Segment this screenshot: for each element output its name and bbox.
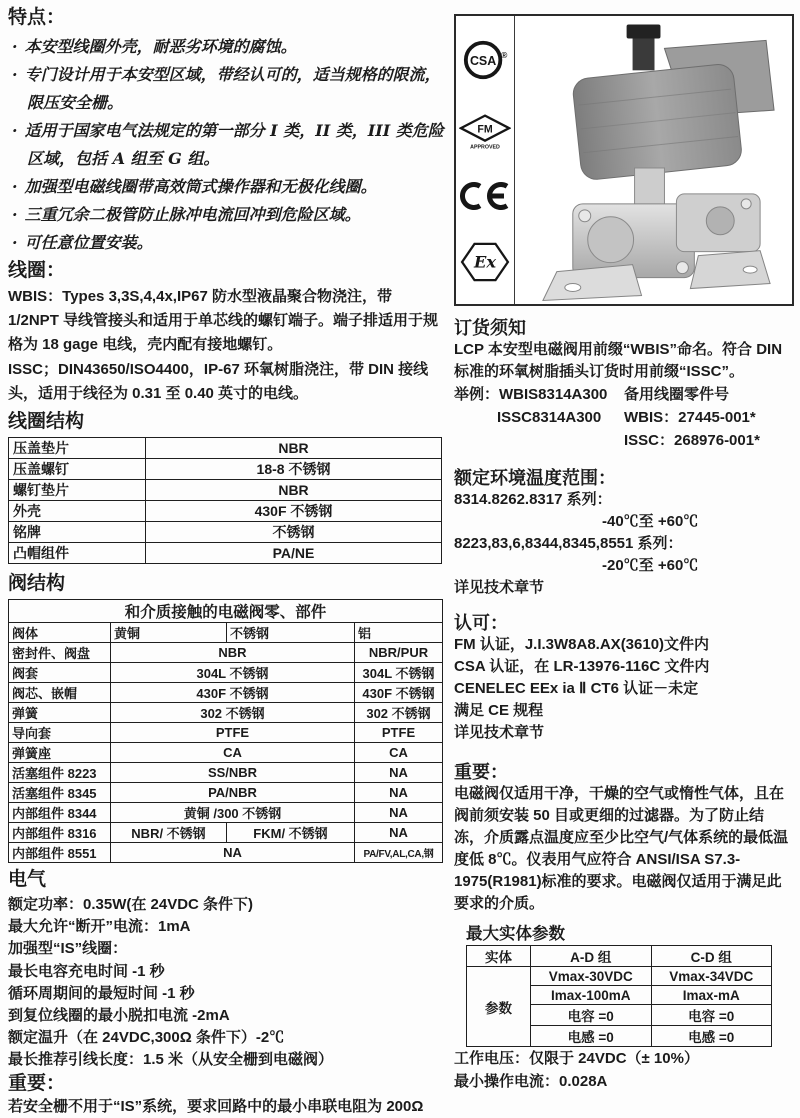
part-name: 螺钉垫片 xyxy=(9,480,146,501)
part-name: 活塞组件 8223 xyxy=(9,763,111,783)
ordering-row xyxy=(454,429,794,452)
coil-structure-title: 线圈结构 xyxy=(8,411,85,432)
table-row xyxy=(9,643,443,663)
part-material: NA xyxy=(355,823,443,843)
electrical-spec-line: 额定功率：0.35W(在 24VDC 条件下) xyxy=(8,896,254,913)
approval-line: FM 认证，J.I.3W8A8.AX(3610)文件内 xyxy=(454,636,710,653)
part-material: PA/FV,AL,CA,钢 xyxy=(355,843,443,863)
column-header: 阀体 xyxy=(9,623,111,643)
table-row xyxy=(9,723,443,743)
table-row xyxy=(9,803,443,823)
temperature-title: 额定环境温度范围： xyxy=(454,468,616,488)
part-material: 304L 不锈钢 xyxy=(355,663,443,683)
part-name: 密封件、阀盘 xyxy=(9,643,111,663)
svg-text:APPROVED: APPROVED xyxy=(470,144,500,151)
operating-note-line: 工作电压：仅限于 24VDC（± 10%） xyxy=(454,1050,699,1067)
temperature-lines xyxy=(454,489,794,599)
table-row xyxy=(9,501,442,522)
feature-item: · 可任意位置安装。 xyxy=(12,229,445,257)
valve-structure-table xyxy=(8,599,443,863)
left-column xyxy=(8,4,445,1118)
coil-description xyxy=(8,285,445,406)
part-material: NBR/ 不锈钢 xyxy=(111,823,227,843)
part-name: 压盖垫片 xyxy=(9,438,146,459)
part-material: 不锈钢 xyxy=(146,522,442,543)
part-material: CA xyxy=(111,743,355,763)
part-name: 压盖螺钉 xyxy=(9,459,146,480)
part-name: 铭牌 xyxy=(9,522,146,543)
approvals-title: 认可： xyxy=(454,613,508,633)
param-value: Imax-mA xyxy=(651,986,772,1005)
features-list xyxy=(8,33,445,257)
spare-coil-part: 备用线圈零件号 xyxy=(624,386,730,403)
ordering-example xyxy=(454,429,624,452)
svg-text:Ex: Ex xyxy=(473,252,497,272)
ordering-title: 订货须知 xyxy=(454,318,526,338)
table-row xyxy=(9,823,443,843)
param-value: 电感 =0 xyxy=(531,1026,652,1047)
part-material: 430F 不锈钢 xyxy=(355,683,443,703)
part-name: 导向套 xyxy=(9,723,111,743)
part-material: NA xyxy=(111,843,355,863)
operating-note-line: 最小操作电流：0.028A xyxy=(454,1073,608,1090)
table-row xyxy=(9,663,443,683)
svg-text:CSA: CSA xyxy=(469,53,497,68)
electrical-title: 电气 xyxy=(8,869,47,890)
part-material: NBR xyxy=(146,438,442,459)
column-header: 铝 xyxy=(355,623,443,643)
electrical-spec-line: 加强型“IS”线圈： xyxy=(8,940,128,958)
part-material: NA xyxy=(355,783,443,803)
approval-line: CENELEC EEx ia Ⅱ CT6 认证－未定 xyxy=(454,680,699,697)
svg-text:®: ® xyxy=(500,50,508,61)
coil-structure-table xyxy=(8,437,442,564)
ordering-example: ISSC8314A300 xyxy=(497,409,602,426)
ordering-examples xyxy=(454,383,794,452)
part-material: 18-8 不锈钢 xyxy=(146,459,442,480)
part-material: NBR xyxy=(146,480,442,501)
column-header: 实体 xyxy=(467,946,531,967)
ordering-example: 举例：WBIS8314A300 xyxy=(454,386,608,403)
temperature-line: 8223,83,6,8344,8345,8551 系列： xyxy=(454,535,683,552)
electrical-spec-line: 额定温升（在 24VDC,300Ω 条件下）-2℃ xyxy=(8,1029,285,1047)
coil-title: 线圈： xyxy=(8,260,66,281)
part-material: 302 不锈钢 xyxy=(111,703,355,723)
feature-item: · 专门设计用于本安型区域，带经认可的，适当规格的限流，限压安全栅。 xyxy=(12,61,445,117)
operating-notes xyxy=(454,1047,794,1093)
fm-logo-icon xyxy=(459,113,511,151)
max-entity-table xyxy=(466,945,772,1047)
approvals-lines xyxy=(454,634,794,744)
part-material: 302 不锈钢 xyxy=(355,703,443,723)
part-material: NBR/PUR xyxy=(355,643,443,663)
part-material: 304L 不锈钢 xyxy=(111,663,355,683)
column-header: C-D 组 xyxy=(651,946,772,967)
valve-table-title: 和介质接触的电磁阀零、部件 xyxy=(9,600,443,623)
part-material: CA xyxy=(355,743,443,763)
csa-logo-icon xyxy=(462,37,508,83)
column-header: A-D 组 xyxy=(531,946,652,967)
valve-table-header-row xyxy=(9,623,443,643)
spare-coil-part: ISSC：268976-001* xyxy=(624,432,760,449)
features-title: 特点： xyxy=(8,7,66,28)
temperature-line: -40℃至 +60℃ xyxy=(602,513,699,530)
part-material: SS/NBR xyxy=(111,763,355,783)
ordering-text: LCP 本安型电磁阀用前缀“WBIS”命名。符合 DIN 标准的环氧树脂插头订货时用前缀“ISSC”。 xyxy=(454,341,783,380)
max-entity-title: 最大实体参数 xyxy=(466,925,565,943)
feature-item: · 适用于国家电气法规定的第一部分 I 类，II 类，III 类危险区域，包括 A 组至 G 组。 xyxy=(12,117,445,173)
param-value: 电感 =0 xyxy=(651,1026,772,1047)
approval-line: CSA 认证，在 LR-13976-116C 文件内 xyxy=(454,658,710,675)
part-material: PTFE xyxy=(355,723,443,743)
product-photo-box xyxy=(454,14,794,306)
part-material: PTFE xyxy=(111,723,355,743)
spare-coil-part: WBIS：27445-001* xyxy=(624,409,756,426)
certification-logo-strip xyxy=(456,16,515,304)
table-row xyxy=(9,522,442,543)
part-material: 黄铜 /300 不锈钢 xyxy=(111,803,355,823)
table-row xyxy=(9,703,443,723)
part-name: 弹簧座 xyxy=(9,743,111,763)
param-value: 电容 =0 xyxy=(651,1005,772,1026)
ordering-row xyxy=(454,406,794,429)
part-material: NA xyxy=(355,803,443,823)
approval-line: 详见技术章节 xyxy=(454,724,545,741)
ex-logo-icon xyxy=(460,241,510,283)
part-name: 活塞组件 8345 xyxy=(9,783,111,803)
param-value: Imax-100mA xyxy=(531,986,652,1005)
temperature-line: -20℃至 +60℃ xyxy=(602,557,699,574)
left-important-title: 重要： xyxy=(8,1072,66,1094)
table-row xyxy=(9,543,442,564)
param-value: 电容 =0 xyxy=(531,1005,652,1026)
left-important-text: 若安全栅不用于“IS”系统，要求回路中的最小串联电阻为 200Ω xyxy=(8,1097,424,1115)
approval-line: 满足 CE 规程 xyxy=(454,702,544,719)
electrical-spec-line: 到复位线圈的最小脱扣电流 -2mA xyxy=(8,1007,230,1025)
table-row xyxy=(9,743,443,763)
solenoid-valve-illustration xyxy=(515,16,792,304)
ce-logo-icon xyxy=(460,181,510,211)
electrical-spec-line: 最大允许“断开”电流：1mA xyxy=(8,918,191,936)
column-header: 黄铜 xyxy=(111,623,227,643)
table-row xyxy=(9,438,442,459)
electrical-specs xyxy=(8,894,445,1072)
right-column xyxy=(454,4,794,1118)
row-label: 参数 xyxy=(467,967,531,1047)
valve-table-title-row xyxy=(9,600,443,623)
feature-item: · 三重冗余二极管防止脉冲电流回冲到危险区域。 xyxy=(12,201,445,229)
coil-paragraph: ISSC；DIN43650/ISO4400，IP-67 环氧树脂浇注，带 DIN 接线头，适用于线径为 0.31 至 0.40 英寸的电线。 xyxy=(8,361,429,402)
coil-paragraph: WBIS：Types 3,3S,4,4x,IP67 防水型液晶聚合物浇注，带 1/2NPT 导线管接头和适用于单芯线的螺钉端子。端子排适用于规格为 18 gage 电线，壳内配有接地螺钉。 xyxy=(8,288,439,353)
product-photo xyxy=(515,16,792,304)
max-entity-header-row xyxy=(467,946,772,967)
part-material: NA xyxy=(355,763,443,783)
ordering-row xyxy=(454,383,794,406)
part-name: 弹簧 xyxy=(9,703,111,723)
right-important-text: 电磁阀仅适用干净，干燥的空气或惰性气体，且在阀前须安装 50 目或更细的过滤器。为了防止结 冻，介质露点温度应至少比空气/气体系统的最低温度低 8℃。仪表用气应符合 ANSI/ISA S7.3-1975(R1981)标准的要求。电磁阀仅适用于满足此要求的介质。 xyxy=(454,785,789,912)
table-row xyxy=(9,843,443,863)
table-row xyxy=(9,459,442,480)
right-important-title: 重要： xyxy=(454,762,508,782)
column-header: 不锈钢 xyxy=(227,623,355,643)
part-name: 内部组件 8551 xyxy=(9,843,111,863)
part-material: PA/NBR xyxy=(111,783,355,803)
part-material: PA/NE xyxy=(146,543,442,564)
table-row xyxy=(9,683,443,703)
table-row xyxy=(9,783,443,803)
svg-text:FM: FM xyxy=(477,123,493,136)
temperature-line: 详见技术章节 xyxy=(454,579,545,596)
part-name: 阀芯、嵌帽 xyxy=(9,683,111,703)
part-material: 430F 不锈钢 xyxy=(111,683,355,703)
param-value: Vmax-30VDC xyxy=(531,967,652,986)
temperature-line: 8314.8262.8317 系列： xyxy=(454,491,612,508)
electrical-spec-line: 最长电容充电时间 -1 秒 xyxy=(8,962,165,980)
part-name: 内部组件 8316 xyxy=(9,823,111,843)
electrical-spec-line: 最长推荐引线长度：1.5 米（从安全栅到电磁阀） xyxy=(8,1051,334,1069)
valve-structure-title: 阀结构 xyxy=(8,573,66,594)
part-material: FKM/ 不锈钢 xyxy=(227,823,355,843)
table-row xyxy=(9,763,443,783)
param-value: Vmax-34VDC xyxy=(651,967,772,986)
table-row xyxy=(467,967,772,986)
feature-item: · 加强型电磁线圈带高效筒式操作器和无极化线圈。 xyxy=(12,173,445,201)
part-name: 凸帽组件 xyxy=(9,543,146,564)
electrical-spec-line: 循环周期间的最短时间 -1 秒 xyxy=(8,984,195,1002)
part-material: 430F 不锈钢 xyxy=(146,501,442,522)
part-name: 阀套 xyxy=(9,663,111,683)
part-name: 外壳 xyxy=(9,501,146,522)
part-material: NBR xyxy=(111,643,355,663)
table-row xyxy=(9,480,442,501)
part-name: 内部组件 8344 xyxy=(9,803,111,823)
feature-item: · 本安型线圈外壳，耐恶劣环境的腐蚀。 xyxy=(12,33,445,61)
